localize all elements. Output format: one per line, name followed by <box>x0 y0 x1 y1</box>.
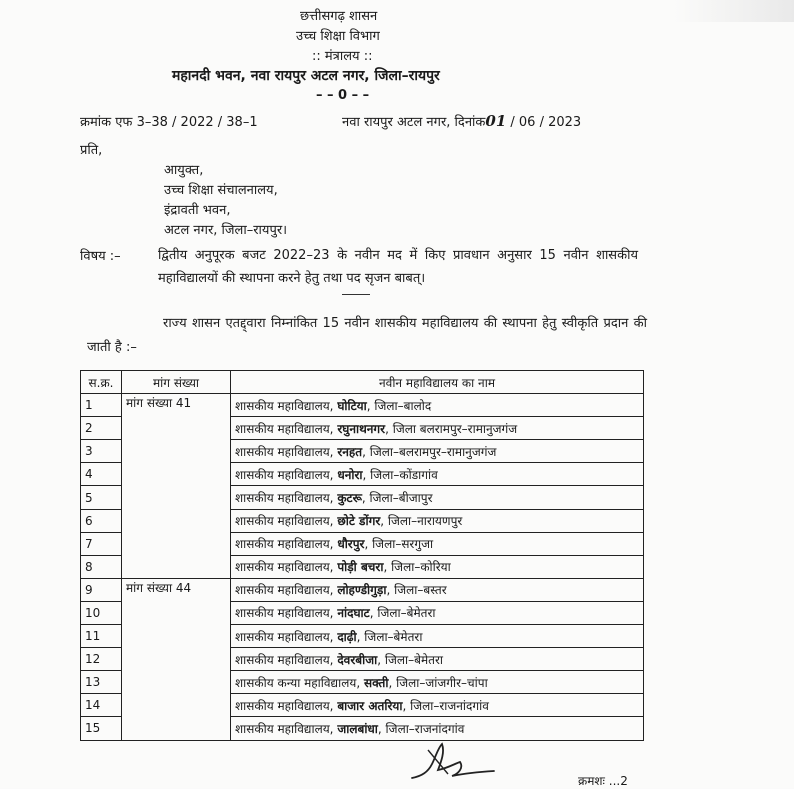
college-name <box>231 671 644 694</box>
college-name <box>231 463 644 486</box>
department-title: उच्च शिक्षा विभाग <box>296 29 380 44</box>
subject-label: विषय :– <box>80 249 121 264</box>
serial-number: 14 <box>81 694 122 717</box>
serial-number: 9 <box>81 578 122 601</box>
reference-number: क्रमांक एफ 3–38 / 2022 / 38–1 <box>80 115 258 130</box>
table-row <box>81 578 644 601</box>
college-district: , जिला–बालोद <box>366 398 432 413</box>
subject-text: द्वितीय अनुपूरक बजट 2022–23 के नवीन मद में किए प्रावधान अनुसार 15 नवीन शासकीय महाविद्यालयों की स्थापना करने हेतु तथा पद सृजन बाबत्। <box>158 248 638 286</box>
serial-number: 12 <box>81 648 122 671</box>
college-place: जालबांधा <box>337 721 378 736</box>
college-place: कुटरू <box>337 491 362 506</box>
serial-number: 13 <box>81 671 122 694</box>
college-place: रनहत <box>337 444 363 459</box>
college-prefix: शासकीय महाविद्यालय, <box>235 721 338 736</box>
serial-number: 11 <box>81 625 122 648</box>
serial-number: 6 <box>81 509 122 532</box>
college-district: , जिला–सरगुजा <box>364 537 434 552</box>
page-shadow <box>674 0 794 22</box>
date-rest: / 06 / 2023 <box>506 115 582 130</box>
college-prefix: शासकीय महाविद्यालय, <box>235 629 338 644</box>
college-prefix: शासकीय महाविद्यालय, <box>235 491 338 506</box>
college-prefix: शासकीय महाविद्यालय, <box>235 698 338 713</box>
college-place: लोहण्डीगुड़ा <box>337 583 387 598</box>
college-prefix: शासकीय महाविद्यालय, <box>235 467 338 482</box>
demand-number: मांग संख्या 44 <box>122 578 231 740</box>
serial-number: 5 <box>81 486 122 509</box>
college-place: दाढ़ी <box>337 629 357 644</box>
college-district: , जिला–बलरामपुर–रामानुजगंज <box>362 444 497 459</box>
college-place: नांदघाट <box>337 606 370 621</box>
college-prefix: शासकीय महाविद्यालय, <box>235 514 338 529</box>
college-district: , जिला–जांजगीर–चांपा <box>388 675 488 690</box>
college-name <box>231 440 644 463</box>
college-prefix: शासकीय महाविद्यालय, <box>235 537 338 552</box>
place-date <box>342 112 581 130</box>
address-line: महानदी भवन, नवा रायपुर अटल नगर, जिला–रायपुर <box>172 68 440 84</box>
separator-dash <box>342 294 370 295</box>
college-prefix: शासकीय महाविद्यालय, <box>235 421 338 436</box>
college-place: रघुनाथनगर <box>337 421 386 436</box>
table-body <box>81 394 644 740</box>
college-prefix: शासकीय महाविद्यालय, <box>235 560 338 575</box>
handwritten-day: 01 <box>485 112 507 130</box>
serial-number: 2 <box>81 417 122 440</box>
college-name <box>231 694 644 717</box>
serial-number: 15 <box>81 717 122 740</box>
college-district: , जिला–बस्तर <box>386 583 447 598</box>
college-place: घोटिया <box>337 398 367 413</box>
college-district: , जिला बलरामपुर–रामानुजगंज <box>385 421 518 436</box>
college-name <box>231 532 644 555</box>
ministry-title: :: मंत्रालय :: <box>312 49 373 64</box>
demand-number: मांग संख्या 41 <box>122 394 231 579</box>
addressee-line-2: उच्च शिक्षा संचालनालय, <box>164 183 278 198</box>
college-name <box>231 717 644 740</box>
serial-number: 7 <box>81 532 122 555</box>
college-prefix: शासकीय महाविद्यालय, <box>235 583 338 598</box>
header-serial: स.क्र. <box>81 371 122 394</box>
college-place: छोटे डोंगर <box>337 514 381 529</box>
header-separator: – – 0 – – <box>316 88 370 103</box>
college-place: सक्ती <box>363 675 389 690</box>
serial-number: 3 <box>81 440 122 463</box>
college-name <box>231 601 644 624</box>
to-label: प्रति, <box>80 143 103 158</box>
college-name <box>231 486 644 509</box>
addressee-line-4: अटल नगर, जिला–रायपुर। <box>164 223 288 238</box>
college-place: बाजार अतरिया <box>337 698 403 713</box>
serial-number: 4 <box>81 463 122 486</box>
header-college-name: नवीन महाविद्यालय का नाम <box>231 371 644 394</box>
college-district: , जिला–नारायणपुर <box>380 514 463 529</box>
college-prefix: शासकीय महाविद्यालय, <box>235 398 338 413</box>
addressee-line-1: आयुक्त, <box>164 163 204 178</box>
header-demand: मांग संख्या <box>122 371 231 394</box>
table-header-row <box>81 371 644 394</box>
college-district: , जिला–कोंडागांव <box>362 467 438 482</box>
college-place: धनोरा <box>337 467 363 482</box>
college-district: , जिला–राजनांदगांव <box>402 698 489 713</box>
college-district: , जिला–बेमेतरा <box>377 652 444 667</box>
college-name <box>231 578 644 601</box>
college-name <box>231 555 644 578</box>
signature <box>408 738 498 784</box>
college-district: , जिला–बेमेतरा <box>369 606 436 621</box>
college-prefix: शासकीय कन्या महाविद्यालय, <box>235 675 364 690</box>
college-name <box>231 648 644 671</box>
colleges-table <box>80 370 644 741</box>
college-district: , जिला–कोरिया <box>383 560 451 575</box>
college-place: देवरबीजा <box>337 652 378 667</box>
body-paragraph: राज्य शासन एतद्द्वारा निम्नांकित 15 नवीन शासकीय महाविद्यालय की स्थापना हेतु स्वीकृति प्रदान की जाती है :– <box>87 316 647 355</box>
college-district: , जिला–बीजापुर <box>361 491 433 506</box>
college-place: धौरपुर <box>337 537 365 552</box>
college-name <box>231 394 644 417</box>
college-district: , जिला–बेमेतरा <box>356 629 423 644</box>
serial-number: 1 <box>81 394 122 417</box>
place-date-prefix: नवा रायपुर अटल नगर, दिनांक <box>342 115 486 130</box>
addressee-line-3: इंद्रावती भवन, <box>164 203 231 218</box>
college-place: पोड़ी बचरा <box>337 560 384 575</box>
govt-title: छत्तीसगढ़ शासन <box>300 9 378 24</box>
college-prefix: शासकीय महाविद्यालय, <box>235 606 338 621</box>
college-prefix: शासकीय महाविद्यालय, <box>235 652 338 667</box>
serial-number: 8 <box>81 555 122 578</box>
table-row <box>81 394 644 417</box>
college-name <box>231 625 644 648</box>
college-district: , जिला–राजनांदगांव <box>377 721 465 736</box>
continued-marker: क्रमशः ...2 <box>578 774 628 788</box>
college-name <box>231 509 644 532</box>
college-prefix: शासकीय महाविद्यालय, <box>235 444 338 459</box>
serial-number: 10 <box>81 601 122 624</box>
college-name <box>231 417 644 440</box>
